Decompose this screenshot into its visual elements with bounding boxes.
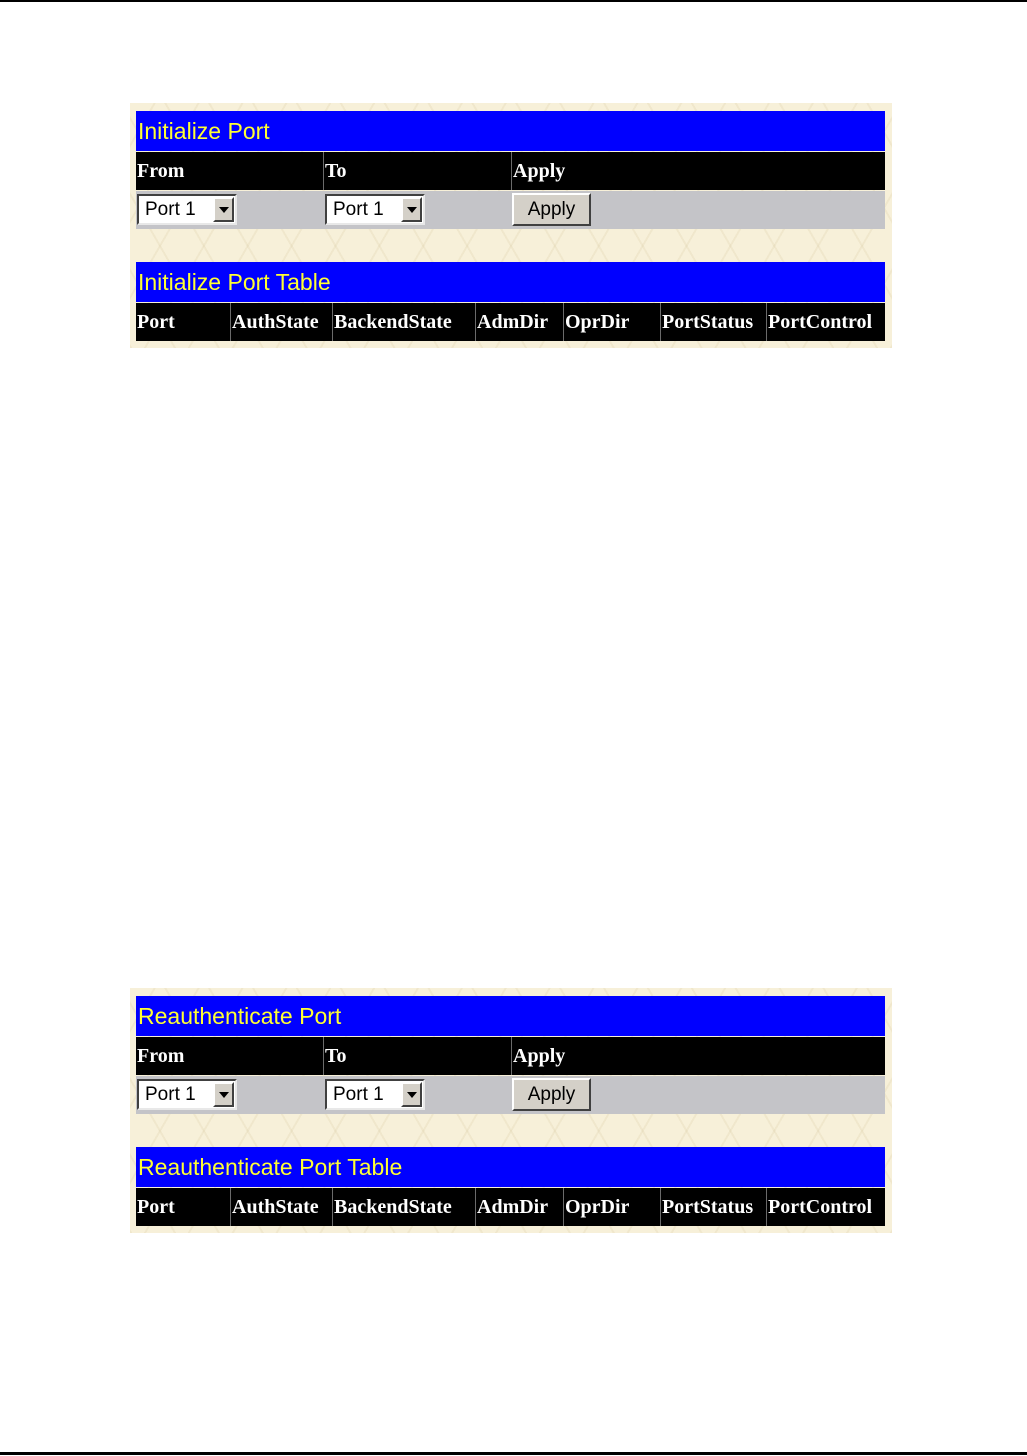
column-oprdir: OprDir	[565, 311, 630, 333]
from-port-select[interactable]	[137, 194, 237, 225]
chevron-down-icon[interactable]	[401, 197, 422, 222]
column-admdir: AdmDir	[477, 311, 549, 333]
reauthenticate-port-header	[136, 1037, 885, 1075]
from-header: From	[137, 1045, 185, 1067]
initialize-apply-button[interactable]: Apply	[512, 193, 591, 226]
column-oprdir: OprDir	[565, 1196, 630, 1218]
top-rule	[0, 0, 1027, 2]
column-portstatus: PortStatus	[662, 311, 754, 333]
column-port: Port	[137, 311, 175, 333]
reauthenticate-port-title: Reauthenticate Port	[136, 996, 885, 1036]
to-header: To	[325, 1045, 347, 1067]
from-port-value: Port 1	[145, 199, 196, 220]
bottom-rule	[0, 1452, 1027, 1455]
column-admdir: AdmDir	[477, 1196, 549, 1218]
column-portstatus: PortStatus	[662, 1196, 754, 1218]
initialize-port-title: Initialize Port	[136, 111, 885, 151]
apply-header: Apply	[513, 160, 566, 182]
from-header: From	[137, 160, 185, 182]
column-portcontrol: PortControl	[768, 311, 873, 333]
reauthenticate-port-panel	[130, 988, 892, 1233]
chevron-down-icon[interactable]	[213, 1082, 234, 1107]
reauthenticate-port-controls	[136, 1076, 885, 1114]
column-port: Port	[137, 1196, 175, 1218]
column-backendstate: BackendState	[334, 311, 452, 333]
column-portcontrol: PortControl	[768, 1196, 873, 1218]
reauthenticate-apply-button[interactable]: Apply	[512, 1078, 591, 1111]
column-authstate: AuthState	[232, 311, 319, 333]
to-port-select[interactable]	[325, 1079, 425, 1110]
apply-header: Apply	[513, 1045, 566, 1067]
initialize-port-header	[136, 152, 885, 190]
initialize-port-table-title: Initialize Port Table	[136, 262, 885, 302]
chevron-down-icon[interactable]	[401, 1082, 422, 1107]
initialize-port-panel	[130, 103, 892, 348]
to-port-value: Port 1	[333, 1084, 384, 1105]
reauthenticate-port-table-title: Reauthenticate Port Table	[136, 1147, 885, 1187]
column-backendstate: BackendState	[334, 1196, 452, 1218]
chevron-down-icon[interactable]	[213, 197, 234, 222]
initialize-port-controls	[136, 191, 885, 229]
to-header: To	[325, 160, 347, 182]
to-port-value: Port 1	[333, 199, 384, 220]
column-authstate: AuthState	[232, 1196, 319, 1218]
reauthenticate-port-table-header	[136, 1188, 885, 1226]
initialize-port-table-header	[136, 303, 885, 341]
to-port-select[interactable]	[325, 194, 425, 225]
from-port-select[interactable]	[137, 1079, 237, 1110]
from-port-value: Port 1	[145, 1084, 196, 1105]
